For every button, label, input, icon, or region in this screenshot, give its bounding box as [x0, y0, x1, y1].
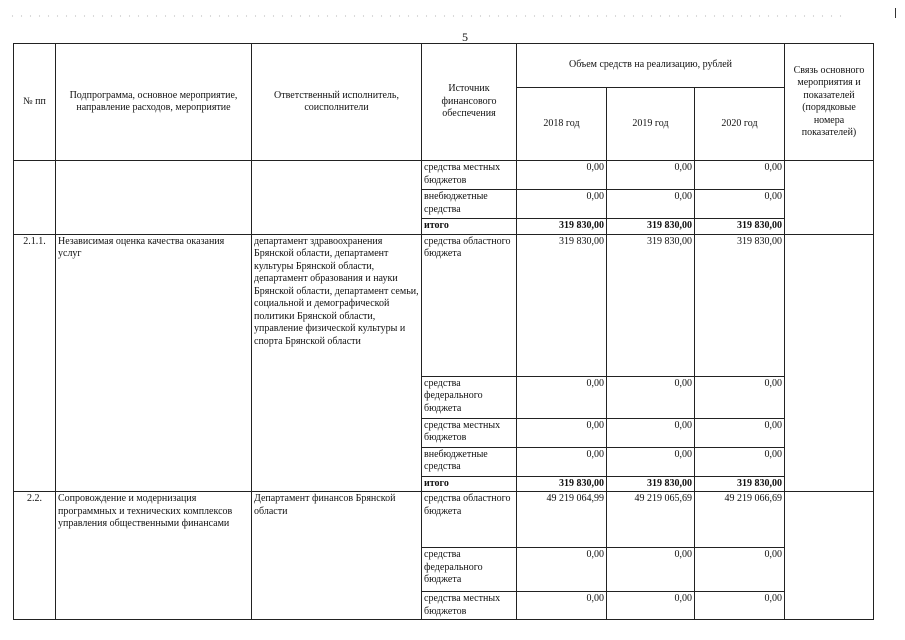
- source-cell: средства местных бюджетов: [422, 592, 517, 620]
- value-2019: 0,00: [607, 376, 695, 418]
- value-2018: 319 830,00: [517, 234, 607, 376]
- value-2018: 0,00: [517, 592, 607, 620]
- scan-noise: [8, 15, 848, 17]
- value-2018: 0,00: [517, 447, 607, 476]
- page-number: 5: [462, 30, 468, 44]
- value-2020: 0,00: [695, 548, 785, 592]
- value-2020: 0,00: [695, 190, 785, 219]
- source-cell: средства местных бюджетов: [422, 161, 517, 190]
- value-2019: 49 219 065,69: [607, 492, 695, 548]
- block2-executor: Департамент финансов Брянской области: [252, 492, 422, 620]
- block1-link: [785, 234, 874, 492]
- source-cell: средства федерального бюджета: [422, 376, 517, 418]
- value-2018: 0,00: [517, 190, 607, 219]
- source-cell: средства областного бюджета: [422, 492, 517, 548]
- value-2019: 0,00: [607, 418, 695, 447]
- value-2020: 319 830,00: [695, 234, 785, 376]
- value-2018: 319 830,00: [517, 476, 607, 492]
- value-2020: 0,00: [695, 376, 785, 418]
- source-cell: внебюджетные средства: [422, 190, 517, 219]
- budget-table: [13, 43, 874, 620]
- source-cell: итого: [422, 476, 517, 492]
- source-cell: средства местных бюджетов: [422, 418, 517, 447]
- block1-executor: департамент здравоохранения Брянской области, департамент культуры Брянской области, департамент образования и науки Брянской области, департамент семьи, социальной и демографической политики Брянской области, управление физической культуры и спорта Брянской области: [252, 234, 422, 492]
- header-link: Связь основного мероприятия и показателей (порядковые номера показателей): [785, 44, 874, 161]
- value-2018: 49 219 064,99: [517, 492, 607, 548]
- header-executor: Ответственный исполнитель, соисполнители: [252, 44, 422, 161]
- header-volume: Объем средств на реализацию, рублей: [517, 44, 785, 88]
- value-2019: 0,00: [607, 161, 695, 190]
- source-cell: средства федерального бюджета: [422, 548, 517, 592]
- value-2020: 49 219 066,69: [695, 492, 785, 548]
- table-row: [14, 234, 874, 376]
- source-cell: средства областного бюджета: [422, 234, 517, 376]
- block0-executor: [252, 161, 422, 235]
- value-2019: 0,00: [607, 592, 695, 620]
- header-2020: 2020 год: [695, 88, 785, 161]
- value-2020: 0,00: [695, 161, 785, 190]
- block0-num: [14, 161, 56, 235]
- value-2020: 319 830,00: [695, 219, 785, 235]
- source-cell: итого: [422, 219, 517, 235]
- value-2019: 319 830,00: [607, 234, 695, 376]
- scan-edge-mark: [895, 8, 896, 18]
- value-2018: 319 830,00: [517, 219, 607, 235]
- value-2019: 319 830,00: [607, 476, 695, 492]
- value-2018: 0,00: [517, 418, 607, 447]
- header-row-1: [14, 44, 874, 88]
- value-2020: 0,00: [695, 418, 785, 447]
- block1-program: Независимая оценка качества оказания услуг: [56, 234, 252, 492]
- value-2019: 0,00: [607, 447, 695, 476]
- header-2018: 2018 год: [517, 88, 607, 161]
- header-num: № пп: [14, 44, 56, 161]
- value-2020: 0,00: [695, 592, 785, 620]
- value-2020: 319 830,00: [695, 476, 785, 492]
- block0-link: [785, 161, 874, 235]
- block2-program: Сопровождение и модернизация программных и технических комплексов управления общественными финансами: [56, 492, 252, 620]
- value-2019: 0,00: [607, 190, 695, 219]
- value-2020: 0,00: [695, 447, 785, 476]
- source-cell: внебюджетные средства: [422, 447, 517, 476]
- value-2018: 0,00: [517, 376, 607, 418]
- header-2019: 2019 год: [607, 88, 695, 161]
- table-row: [14, 161, 874, 190]
- value-2018: 0,00: [517, 548, 607, 592]
- block0-program: [56, 161, 252, 235]
- block1-num: 2.1.1.: [14, 234, 56, 492]
- table-row: [14, 492, 874, 548]
- block2-num: 2.2.: [14, 492, 56, 620]
- header-program: Подпрограмма, основное мероприятие, направление расходов, мероприятие: [56, 44, 252, 161]
- value-2018: 0,00: [517, 161, 607, 190]
- value-2019: 0,00: [607, 548, 695, 592]
- block2-link: [785, 492, 874, 620]
- value-2019: 319 830,00: [607, 219, 695, 235]
- header-source: Источник финансового обеспечения: [422, 44, 517, 161]
